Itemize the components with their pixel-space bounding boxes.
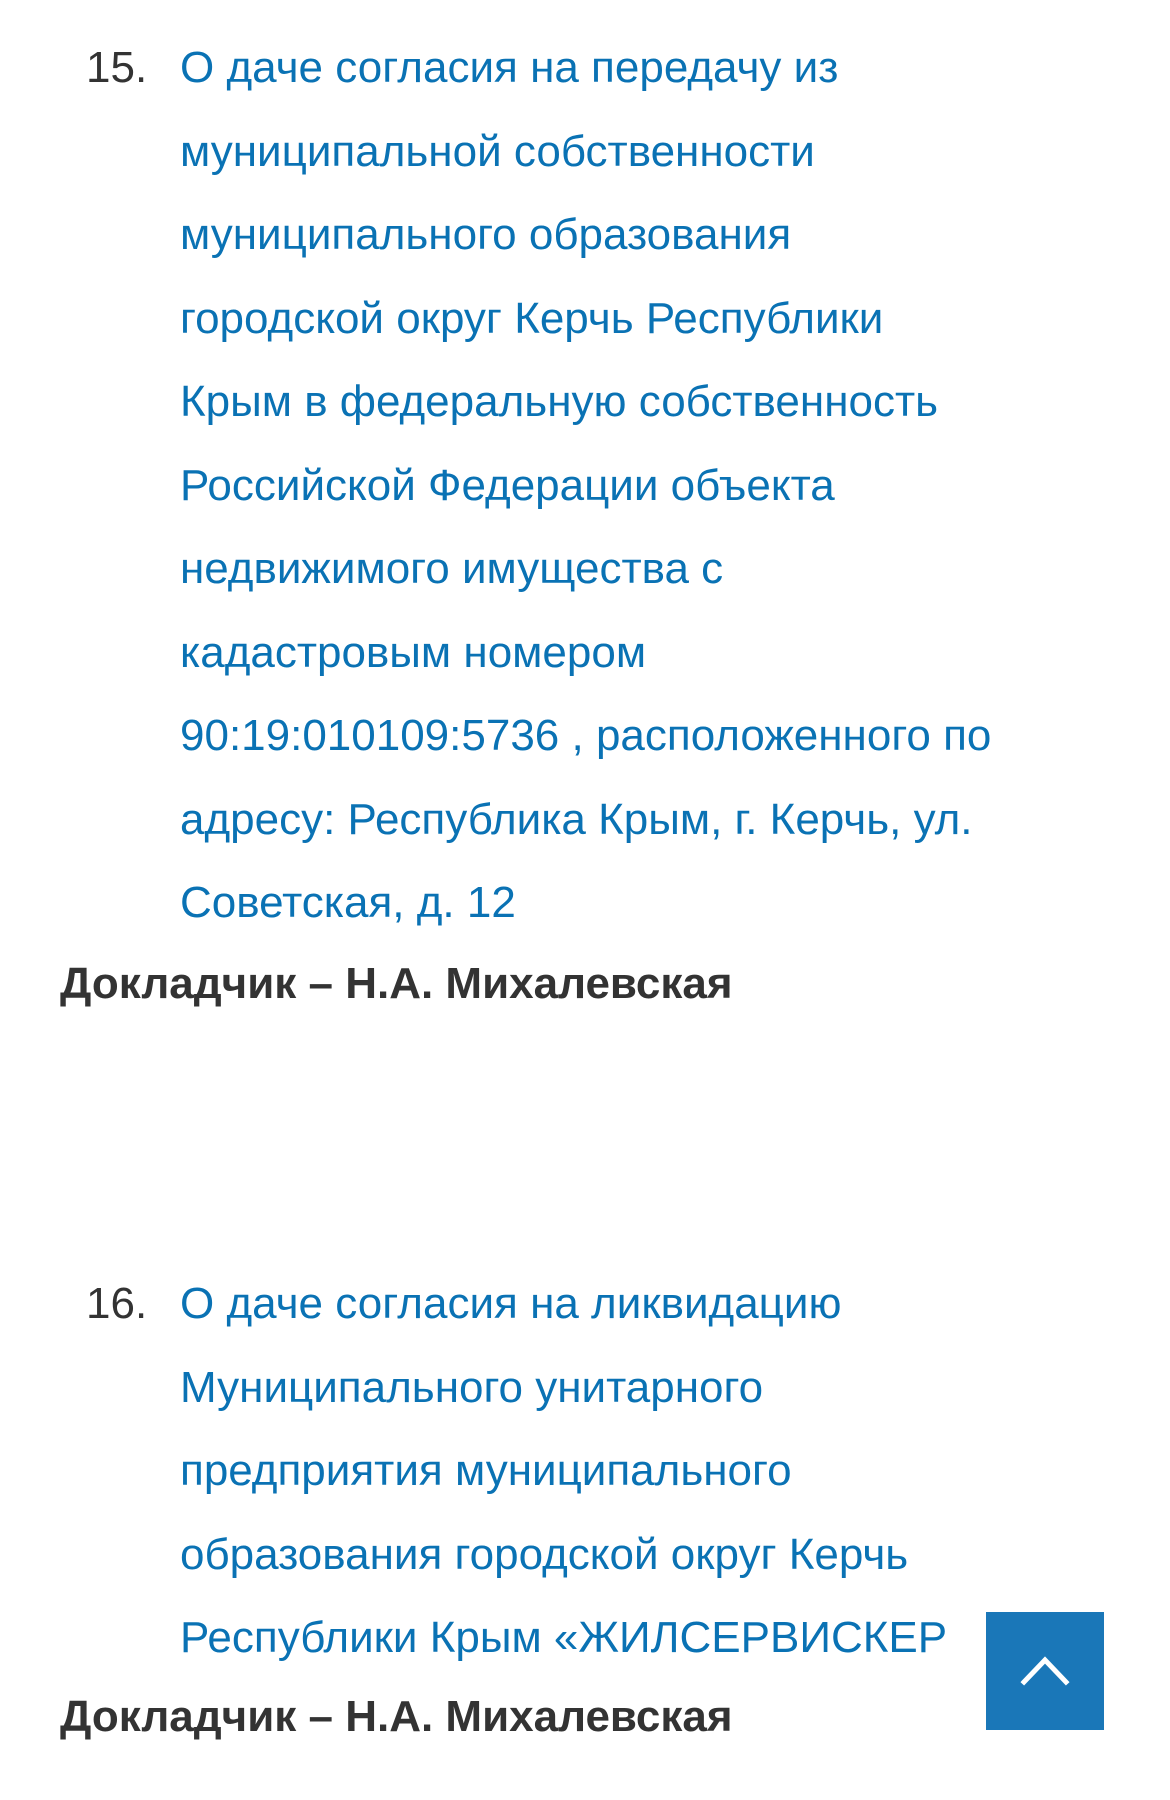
link-text-line: образования городской округ Керчь — [180, 1529, 909, 1579]
item-number: 15. — [86, 43, 148, 92]
link-text-line: муниципального образования — [180, 210, 792, 259]
scroll-to-top-button[interactable] — [986, 1612, 1104, 1730]
link-text-line: Республики Крым «ЖИЛСЕРВИСКЕР — [180, 1613, 948, 1662]
link-text-line: адресу: Республика Крым, г. Керчь, ул. — [180, 794, 973, 844]
link-text-line: городской округ Керчь Республики — [180, 293, 884, 343]
link-text-line: Крым в федеральную собственность — [180, 377, 939, 426]
agenda-item-15 — [0, 26, 1170, 926]
speaker-line: Докладчик – Н.А. Михалевская — [60, 1692, 733, 1741]
link-text-line: предприятия муниципального — [180, 1446, 792, 1495]
chevron-up-icon — [1020, 1652, 1070, 1686]
link-text-line: кадастровым номером — [180, 627, 647, 677]
link-text-line: Российской Федерации объекта — [180, 460, 835, 510]
link-text-line: О даче согласия на ликвидацию — [180, 1279, 842, 1328]
link-text-line: недвижимого имущества с — [180, 544, 724, 593]
link-text-line: 90:19:010109:5736 , расположенного по — [180, 711, 992, 760]
speaker-line: Докладчик – Н.А. Михалевская — [60, 959, 733, 1008]
link-text-line: О даче согласия на передачу из — [180, 43, 839, 92]
link-text-line: муниципальной собственности — [180, 126, 815, 176]
agenda-item-link[interactable] — [180, 26, 1100, 945]
link-text-line: Муниципального унитарного — [180, 1362, 764, 1412]
item-number: 16. — [86, 1279, 148, 1328]
link-text-line: Советская, д. 12 — [180, 878, 516, 927]
